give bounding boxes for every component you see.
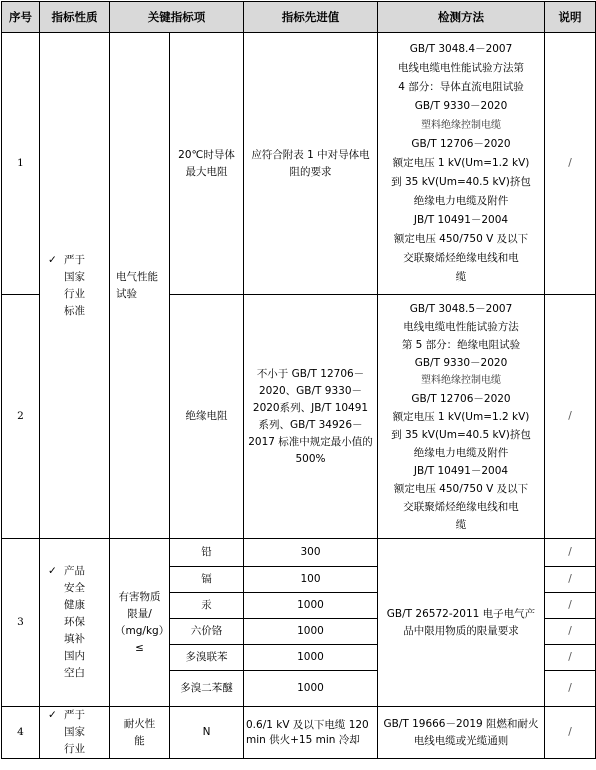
method-line: GB/T 12706－2020: [411, 392, 511, 405]
test-method-cell: [378, 539, 545, 707]
substance-name-text: 多溴二苯醚: [180, 682, 233, 694]
header-test-method: 检测方法: [378, 2, 545, 33]
test-method-cell: [378, 295, 545, 539]
header-advanced-value: 指标先进值: [244, 2, 378, 33]
indicator-nature-text: 严于国家行业标准: [64, 253, 85, 317]
indicator-nature-text: 严于国家行业: [64, 709, 85, 755]
row-seq: 1: [2, 33, 40, 295]
method-line: GB/T 12706－2020: [411, 138, 511, 150]
advanced-value-cell: [244, 707, 378, 759]
substance-limit: 300: [244, 539, 378, 567]
key-item-cell: 绝缘电阻: [170, 295, 244, 539]
key-item-cell: [170, 33, 244, 295]
advanced-value-text: 应符合附表 1 中对导体电阻的要求: [251, 148, 370, 178]
check-mark-icon: ✓: [48, 565, 57, 577]
table-row: [2, 539, 596, 567]
method-line: 绝缘电力电缆及附件: [413, 446, 509, 459]
substance-limit: 1000: [244, 619, 378, 645]
method-line: 第 5 部分：绝缘电阻试验: [401, 338, 521, 351]
method-line: JB/T 10491－2004: [413, 464, 509, 477]
test-method-text: GB/T 19666－2019 阻燃和耐火电线电缆或光缆通则: [383, 717, 539, 747]
method-line: GB/T 3048.5－2007: [409, 302, 513, 315]
method-line: 到 35 kV(Um=40.5 kV)挤包: [391, 428, 531, 441]
table-row: [2, 33, 596, 295]
method-line: 交联聚烯烃绝缘电线和电: [403, 252, 519, 264]
header-key-item: 关键指标项: [110, 2, 244, 33]
row-seq: 4: [2, 707, 40, 759]
check-mark-icon: ✓: [48, 253, 57, 266]
method-line: 塑料绝缘控制电缆: [421, 374, 501, 386]
substance-limit: 1000: [244, 593, 378, 619]
test-method-cell: [378, 707, 545, 759]
substance-name: [170, 671, 244, 707]
indicator-nature-text: 产品安全健康环保填补国内空白: [64, 565, 85, 679]
substance-name: 铅: [170, 539, 244, 567]
method-line: 绝缘电力电缆及附件: [413, 195, 509, 207]
note-cell: /: [545, 671, 596, 707]
category-text: 耐火性能: [123, 717, 156, 747]
test-method-text: GB/T 26572-2011 电子电气产品中限用物质的限量要求: [386, 607, 536, 637]
substance-limit: 100: [244, 567, 378, 593]
standards-table: [1, 1, 596, 759]
substance-limit: 1000: [244, 671, 378, 707]
note-cell: /: [545, 567, 596, 593]
note-cell: /: [545, 707, 596, 759]
category-cell: [110, 33, 170, 539]
indicator-nature-cell: [40, 539, 110, 707]
category-text: 电气性能试验: [116, 270, 158, 300]
method-line: 电线电缆电性能试验方法第: [398, 62, 524, 74]
method-line: 交联聚烯烃绝缘电线和电: [403, 500, 519, 513]
category-cell: [110, 707, 170, 759]
category-cell: [110, 539, 170, 707]
method-line: GB/T 3048.4－2007: [409, 43, 513, 55]
header-note: 说明: [545, 2, 596, 33]
substance-limit: 1000: [244, 645, 378, 671]
note-cell: /: [545, 593, 596, 619]
method-line: 额定电压 1 kV(Um=1.2 kV): [392, 157, 530, 169]
method-line: GB/T 9330－2020: [414, 356, 508, 369]
advanced-value-text: 不小于 GB/T 12706－2020、GB/T 9330－2020系列、JB/T 10491 系列、GB/T 34926－2017 标准中规定最小值的 500%: [248, 367, 373, 465]
method-line: 4 部分：导体直流电阻试验: [398, 81, 524, 93]
method-line: 到 35 kV(Um=40.5 kV)挤包: [391, 176, 531, 188]
substance-name: 镉: [170, 567, 244, 593]
method-line: 额定电压 450/750 V 及以下: [393, 233, 529, 245]
check-mark-icon: ✓: [48, 709, 57, 721]
method-line: JB/T 10491－2004: [413, 214, 509, 226]
advanced-value-cell: [244, 295, 378, 539]
substance-name: 汞: [170, 593, 244, 619]
method-line: 额定电压 1 kV(Um=1.2 kV): [392, 410, 530, 423]
indicator-nature-cell: [40, 707, 110, 759]
note-cell: /: [545, 33, 596, 295]
method-line: GB/T 9330－2020: [414, 100, 508, 112]
row-seq: 3: [2, 539, 40, 707]
row-seq: 2: [2, 295, 40, 539]
header-seq: 序号: [2, 2, 40, 33]
method-line: 缆: [455, 518, 467, 531]
category-text: 有害物质限量/（mg/kg）≤: [115, 590, 164, 654]
substance-name: 多溴联苯: [170, 645, 244, 671]
header-row: [2, 2, 596, 33]
method-line: 额定电压 450/750 V 及以下: [393, 482, 529, 495]
indicator-nature-cell: [40, 33, 110, 539]
note-cell: /: [545, 645, 596, 671]
note-cell: /: [545, 539, 596, 567]
note-cell: /: [545, 295, 596, 539]
method-line: 缆: [455, 271, 467, 283]
advanced-value-text: 0.6/1 kV 及以下电缆 120 min 供火+15 min 冷却: [246, 718, 369, 746]
test-method-cell: [378, 33, 545, 295]
method-line: 塑料绝缘控制电缆: [421, 120, 501, 131]
method-line: 电线电缆电性能试验方法: [403, 320, 519, 333]
header-nature: 指标性质: [40, 2, 110, 33]
advanced-value-cell: [244, 33, 378, 295]
key-item-text: 20℃时导体最大电阻: [178, 148, 235, 178]
substance-name: 六价铬: [170, 619, 244, 645]
key-item-cell: N: [170, 707, 244, 759]
note-cell: /: [545, 619, 596, 645]
table-row: [2, 707, 596, 759]
